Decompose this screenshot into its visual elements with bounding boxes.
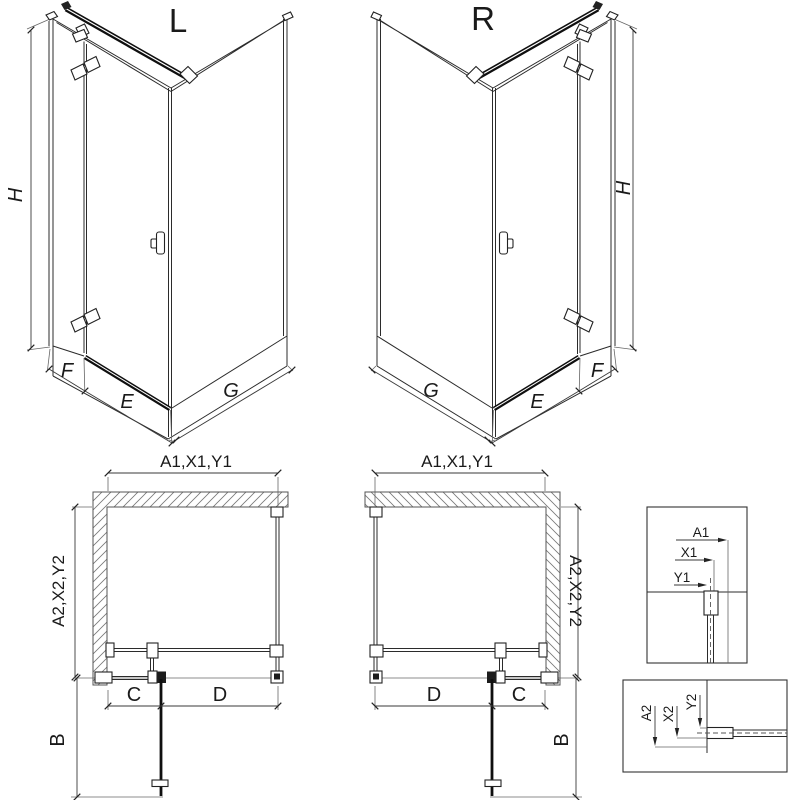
dim-label-door-left: E [120, 391, 134, 413]
detail-depth-refs [623, 680, 787, 772]
connector-blocks [95, 507, 283, 683]
base-tray [53, 336, 287, 439]
dim-b [71, 675, 163, 800]
top-hinge [71, 57, 100, 81]
dim-label-c-left: C [126, 684, 142, 706]
variant-label-right: R [471, 0, 495, 37]
dim-label-side-left: G [223, 380, 239, 402]
dim-side-panel [169, 366, 295, 443]
door-handle-plan [152, 780, 168, 787]
ref-label-y1: Y1 [673, 570, 691, 585]
dim-label-width-group-right: A1,X1,Y1 [421, 452, 493, 471]
stabilizer-bar-plan [113, 649, 270, 673]
dim-label-b-left: B [47, 733, 69, 747]
dim-label-depth-group-left: A2,X2,Y2 [49, 555, 68, 627]
ref-label-x1: X1 [680, 545, 698, 560]
ref-label-a2: A2 [639, 704, 654, 722]
dim-height [27, 19, 50, 351]
ref-label-y2: Y2 [684, 693, 699, 711]
ref-label-a1: A1 [692, 525, 710, 540]
plan-view-right [365, 470, 582, 800]
plan-view-left [71, 470, 288, 800]
dim-label-door-right: E [530, 391, 544, 413]
dim-label-fixed-left: F [60, 360, 74, 382]
variant-label-left: L [168, 2, 188, 39]
door-handle [151, 232, 165, 254]
dim-label-c-right: C [511, 684, 527, 706]
door-wall-top-edge [53, 19, 171, 92]
corner-edge [169, 88, 172, 437]
dim-label-d-left: D [212, 684, 228, 706]
hinge-profile [84, 42, 87, 355]
dim-label-height-right: H [613, 180, 635, 196]
dim-label-b-right: B [551, 733, 573, 747]
wall-back-edge [46, 12, 58, 347]
bottom-hinge [71, 309, 100, 333]
dim-label-depth-group-right: A2,X2,Y2 [566, 555, 585, 627]
dim-label-width-group-left: A1,X1,Y1 [160, 452, 232, 471]
dim-label-d-right: D [426, 684, 442, 706]
open-door-plan [152, 679, 168, 796]
ref-label-x2: X2 [661, 705, 676, 723]
dim-label-height-left: H [5, 187, 27, 203]
dim-label-fixed-right: F [590, 360, 604, 382]
wall-section [93, 492, 288, 685]
dim-depth-side [72, 504, 92, 681]
dim-label-side-right: G [423, 380, 439, 402]
